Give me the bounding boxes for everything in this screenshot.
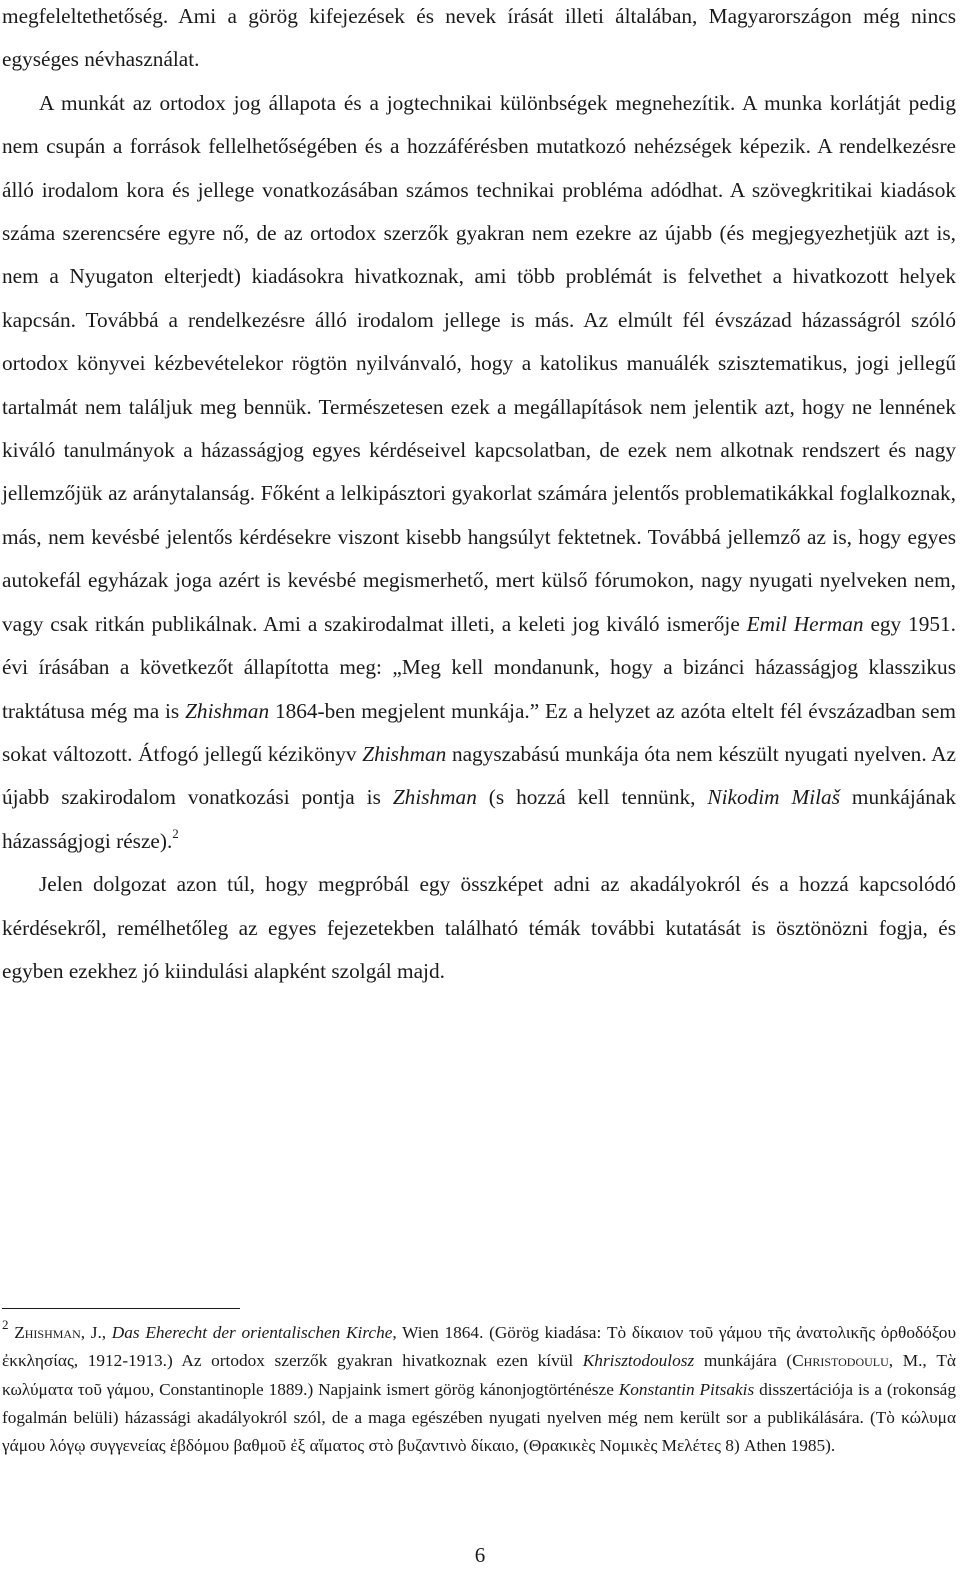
paragraph-3-text: Jelen dolgozat azon túl, hogy megpróbál egy összképet adni az akadályokról és a hozzá kapcsolódó kérdésekről, remélhetőleg az egyes fejezetekben található témák további kutatását is ösztönözni fogja, és egyben ezekhez jó kiindulási alapként szolgál majd. <box>2 872 956 983</box>
author-zhishman: Zhishman <box>392 785 477 810</box>
author-emil-herman: Emil Herman <box>746 611 864 636</box>
paragraph-1 <box>2 0 956 82</box>
footnote-separator <box>2 1308 240 1309</box>
footnote-author-zhishman: Zhishman, J. <box>14 1323 102 1342</box>
paragraph-2-text-2: egy 1951. évi írásában a következőt állapította meg: „Meg kell mondanunk, hogy a bizánci házasságjog klasszikus traktátusa még ma is <box>2 611 956 723</box>
footnote-name-khrisztodoulosz: Khrisztodoulosz <box>582 1351 695 1371</box>
footnote-number: 2 <box>2 1317 9 1333</box>
author-zhishman: Zhishman <box>362 741 447 766</box>
paragraph-2-text-6: munkájának házasságjogi része). <box>2 785 956 853</box>
footnote-author-christodoulu: Christodoulu, M. <box>792 1351 923 1371</box>
footnote-reference[interactable]: 2 <box>172 825 179 841</box>
footnote-text-3: munkájára ( <box>694 1351 793 1371</box>
footnote-name-pitsakis: Konstantin Pitsakis <box>618 1379 755 1399</box>
paragraph-2-text-4: nagyszabású munkája óta nem készült nyugati nyelven. Az újabb szakirodalom vonatkozási pontja is <box>2 741 957 810</box>
footnote-title: Das Eherecht der orientalischen Kirche <box>111 1323 393 1342</box>
footnote-text-2: , Wien 1864. (Görög kiadása: Τὸ δίκαιον τοῦ γάμου τῆς ἀνατολικῆς ὀρθοδόξου ἐκκλησίας, 1912-1913.) Az ortodox szerzők gyakran hivatkoznak ezen kívül <box>2 1323 956 1371</box>
paragraph-1-text: megfeleltethetőség. Ami a görög kifejezések és nevek írását illeti általában, Magyarországon még nincs egységes névhasználat. <box>2 4 956 72</box>
paragraph-2 <box>2 82 956 863</box>
footnote-text-1: , <box>101 1323 112 1342</box>
footnote-text-5: disszertációja is a (rokonság fogalmán belüli) házassági akadályokról szól, de a maga egészében nyugati nyelven még nem került sor a publikálására. (Τὸ κώλυμα γάμου λόγῳ συγγενείας ἑβδόμου βαθμοῦ ἐξ αἵματος στὸ βυζαντινὸ δίκαιο, (Θρακικὲς Νομικὲς Μελέτες 8) Athen 1985). <box>2 1379 956 1456</box>
footnote-2 <box>2 1319 956 1460</box>
author-zhishman: Zhishman <box>185 698 270 723</box>
footnote-text-4: , Τὰ κωλύματα τοῦ γάμου, Constantinople 1889.) Napjaink ismert görög kánonjogtörténésze <box>2 1351 956 1399</box>
paragraph-3 <box>2 863 956 993</box>
body-text <box>2 0 956 993</box>
paragraph-2-text-3: 1864-ben megjelent munkája.” Ez a helyzet az azóta eltelt fél évszázadban sem sokat változott. Átfogó jellegű kézikönyv <box>2 698 956 766</box>
paragraph-2-text-1: A munkát az ortodox jog állapota és a jogtechnikai különbségek megnehezítik. A munka korlátját pedig nem csupán a források fellelhetőségében és a hozzáférésben mutatkozó nehézségek képezik. A rendelkezésre álló irodalom kora és jellege vonatkozásában számos technikai probléma adódhat. A szövegkritikai kiadások száma szerencsére egyre nő, de az ortodox szerzők gyakran nem ezekre az újabb (és megjegyezhetjük azt is, nem a Nyugaton elterjedt) kiadásokra hivatkoznak, ami több problémát is felvethet a hivatkozott helyek kapcsán. Továbbá a rendelkezésre álló irodalom jellege is más. Az elmúlt fél évszázad házasságról szóló ortodox könyvei kézbevételekor rögtön nyilvánvaló, hogy a katolikus manuálék szisztematikus, jogi jellegű tartalmát nem találjuk meg bennük. Természetesen ezek a megállapítások nem jelentik azt, hogy ne lennének kiváló tanulmányok a házasságjog egyes kérdéseivel kapcsolatban, de ezek nem alkotnak rendszert és nagy jellemzőjük az aránytalanság. Főként a lelkipásztori gyakorlat számára jelentős problematikákkal foglalkoznak, más, nem kevésbé jelentős kérdésekre viszont kisebb hangsúlyt fektetnek. Továbbá jellemző az is, hogy egyes autokefál egyházak joga azért is kevésbé megismerhető, mert külső fórumokon, nagy nyugati nyelveken nem, vagy csak ritkán publikálnak. Ami a szakirodalmat illeti, a keleti jog kiváló ismerője <box>2 90 956 636</box>
page-number: 6 <box>474 1543 486 1567</box>
footnotes <box>2 1319 956 1460</box>
author-nikodim-milas: Nikodim Milaš <box>707 785 840 810</box>
paragraph-2-text-5: (s hozzá kell tennünk, <box>476 785 708 810</box>
